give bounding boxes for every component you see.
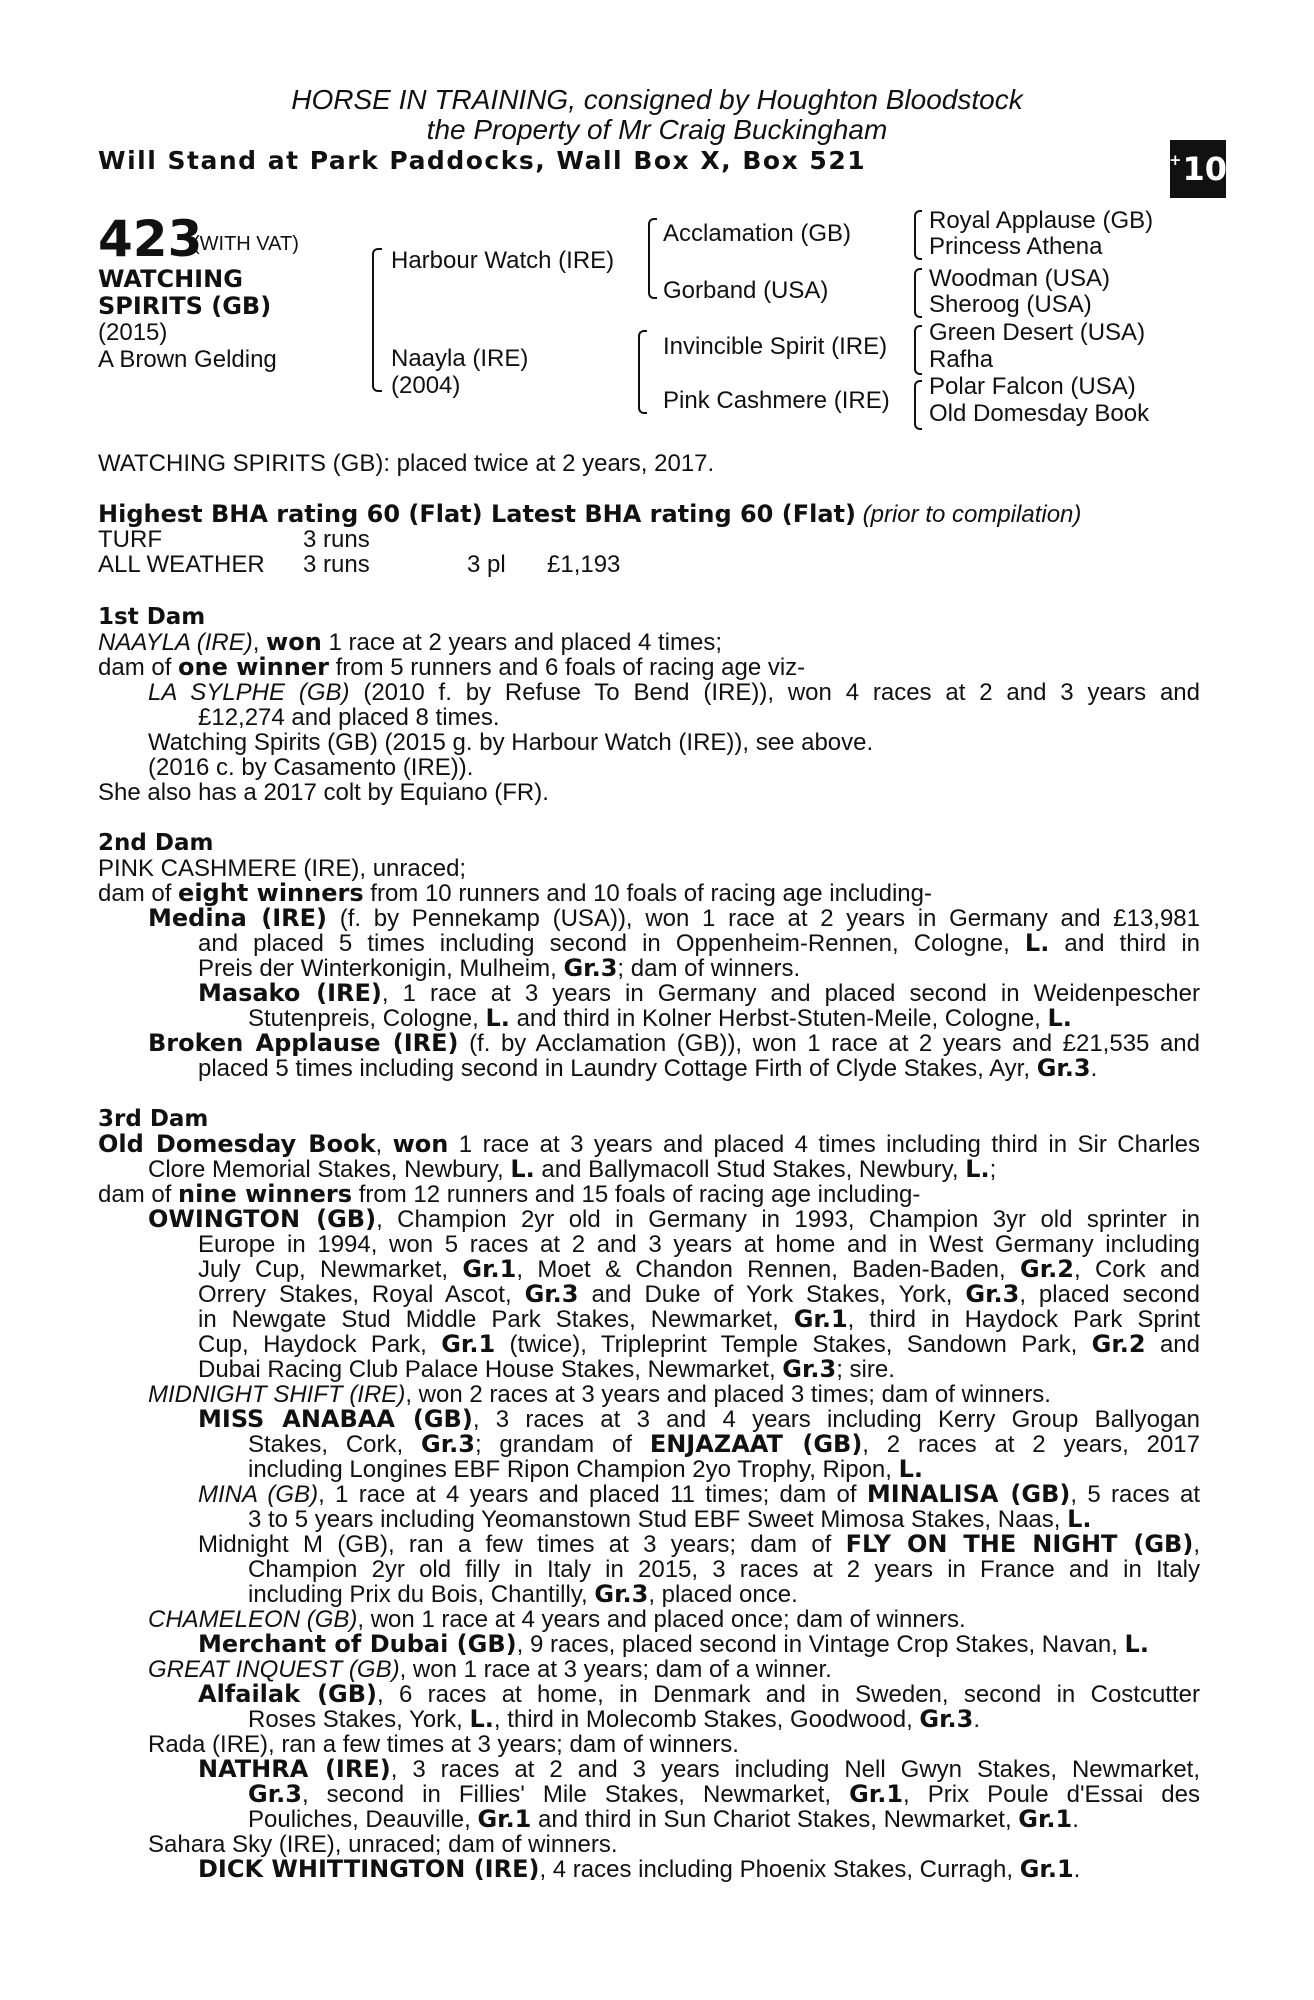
midnight-m-2: Champion 2yr old filly in Italy in 2015, 3 races at 2 years in France and in Italy (248, 1556, 1200, 1583)
text: (f. by Acclamation (GB)), won 1 race at 2 years and £21,535 and (458, 1030, 1200, 1057)
text: , Prix Poule d'Essai des (903, 1781, 1200, 1808)
text: , Cork and (1073, 1256, 1201, 1283)
text: and (1145, 1331, 1200, 1358)
race-grade: Gr.3 (524, 1280, 579, 1308)
produce-alfailak (198, 1682, 1200, 1707)
produce-great-inquest (148, 1657, 832, 1682)
dam-year: (2004) (391, 372, 461, 399)
race-grade: Gr.3 (965, 1280, 1020, 1308)
produce-name: MIDNIGHT SHIFT (IRE) (148, 1381, 406, 1408)
produce-owington (148, 1207, 1200, 1232)
sire-dam-sire: Woodman (USA) (929, 265, 1110, 292)
won-label: won (392, 1130, 449, 1158)
text: , won 1 race at 4 years and placed once; dam of winners. (357, 1606, 966, 1633)
text: placed 5 times including second in Laundry Cottage Firth of Clyde Stakes, Ayr, (198, 1055, 1037, 1082)
race-grade: Gr.2 (1020, 1255, 1074, 1283)
text: (2010 f. by Refuse To Bend (IRE)), won 4 races at 2 and 3 years and (349, 679, 1201, 706)
produce-sahara-sky: Sahara Sky (IRE), unraced; dam of winners. (148, 1831, 618, 1858)
dam3-name: Old Domesday Book (98, 1130, 376, 1158)
produce-merchant-of-dubai (198, 1632, 1149, 1657)
horse-name-2: SPIRITS (GB) (98, 292, 272, 320)
ds-brace (914, 325, 922, 375)
owington-2: Europe in 1994, won 5 races at 2 and 3 years at home and in West Germany including (198, 1231, 1200, 1258)
produce-name: CHAMELEON (GB) (148, 1606, 358, 1633)
dam-sire-sire: Green Desert (USA) (929, 319, 1146, 346)
text: , Moet & Chandon Rennen, Baden-Baden, (516, 1256, 1021, 1283)
turf-runs: 3 runs (303, 526, 370, 553)
owington-6 (198, 1332, 1200, 1357)
dam: Naayla (IRE) (391, 345, 529, 372)
produce-miss-anabaa (198, 1407, 1200, 1432)
text: dam of (98, 1181, 179, 1208)
horse-description: A Brown Gelding (98, 346, 277, 373)
dam2-produce-line (98, 881, 932, 906)
sire-sire-dam: Princess Athena (929, 233, 1103, 260)
produce-la-sylphe (148, 680, 1200, 705)
race-grade: L. (965, 1155, 990, 1183)
text: , third in Molecomb Stakes, Goodwood, (493, 1706, 920, 1733)
text: Midnight M (GB), ran a few times at 3 years; dam of (198, 1531, 846, 1558)
produce-name: Medina (IRE) (148, 904, 327, 932)
text: (twice), Tripleprint Temple Stakes, Sandown Park, (495, 1331, 1092, 1358)
dam-brace (638, 330, 647, 414)
produce-dick-whittington (198, 1857, 1080, 1882)
produce-midnight-m (198, 1532, 1200, 1557)
text: . (1073, 1856, 1081, 1883)
text: , placed once. (648, 1581, 798, 1608)
dam-dam-sire: Polar Falcon (USA) (929, 373, 1136, 400)
mina-2 (248, 1507, 1092, 1532)
text: Orrery Stakes, Royal Ascot, (198, 1281, 525, 1308)
produce-name: ENJAZAAT (GB) (649, 1430, 863, 1458)
dam1-record: 1 race at 2 years and placed 4 times; (321, 629, 723, 656)
dam1-heading: 1st Dam (98, 604, 206, 630)
text: including Longines EBF Ripon Champion 2yo Trophy, Ripon, (248, 1456, 899, 1483)
lot-number: 423 (98, 210, 203, 268)
consignor-line: HORSE IN TRAINING, consigned by Houghton Bloodstock (291, 84, 1023, 115)
turf-label: TURF (98, 526, 162, 553)
dam3-heading: 3rd Dam (98, 1106, 209, 1132)
produce-name: MINA (GB) (198, 1481, 319, 1508)
alfailak-2 (248, 1707, 980, 1732)
produce-name: Merchant of Dubai (GB) (198, 1630, 517, 1658)
text: , (375, 1131, 393, 1158)
produce-name: Masako (IRE) (198, 979, 382, 1007)
dam1-won: won (266, 628, 322, 656)
owington-3 (198, 1257, 1200, 1282)
dd-brace (914, 380, 922, 430)
produce-masako-2 (248, 1006, 1072, 1031)
text: , placed second (1019, 1281, 1200, 1308)
race-grade: L. (1067, 1505, 1092, 1533)
text: , 5 races at (1070, 1481, 1200, 1508)
badge-plus: + (1168, 151, 1182, 169)
race-grade: L. (510, 1155, 535, 1183)
text: , 1 race at 4 years and placed 11 times; dam of (318, 1481, 867, 1508)
stand-line: Will Stand at Park Paddocks, Wall Box X, Box 521 (98, 146, 867, 175)
text: Clore Memorial Stakes, Newbury, (148, 1156, 511, 1183)
text: . (1090, 1055, 1098, 1082)
produce-name: Broken Applause (IRE) (148, 1029, 459, 1057)
text: , won 2 races at 3 years and placed 3 times; dam of winners. (405, 1381, 1051, 1408)
text: 3 to 5 years including Yeomanstown Stud EBF Sweet Mimosa Stakes, Naas, (248, 1506, 1068, 1533)
race-grade: Gr.3 (919, 1705, 974, 1733)
text: , 2 races at 2 years, 2017 (862, 1431, 1201, 1458)
produce-mina (198, 1482, 1200, 1507)
produce-medina (148, 906, 1200, 931)
page-badge (1170, 140, 1226, 198)
dam1-name: NAAYLA (IRE) (98, 629, 253, 656)
race-grade: Gr.1 (1019, 1855, 1074, 1883)
text: and third in (1049, 930, 1200, 957)
midnight-m-3 (248, 1582, 798, 1607)
race-grade: Gr.2 (1091, 1330, 1146, 1358)
produce-name: FLY ON THE NIGHT (GB) (845, 1530, 1194, 1558)
race-grade: L. (485, 1004, 510, 1032)
race-grade: L. (1024, 929, 1050, 957)
text: , 3 races at 3 and 4 years including Kerry Group Ballyogan (472, 1406, 1200, 1433)
winner-count: nine winners (178, 1180, 353, 1208)
owington-7 (198, 1357, 895, 1382)
dam3-line-1 (98, 1132, 1200, 1157)
property-line: the Property of Mr Craig Buckingham (426, 114, 888, 145)
race-grade: L. (898, 1455, 924, 1483)
text: and third in Sun Chariot Stakes, Newmarket, (531, 1806, 1019, 1833)
sire: Harbour Watch (IRE) (391, 247, 615, 274)
produce-name: LA SYLPHE (GB) (148, 679, 350, 706)
sire-sire: Acclamation (GB) (663, 220, 852, 247)
text: . (1072, 1806, 1079, 1833)
text: from 12 runners and 15 foals of racing age including- (352, 1181, 921, 1208)
produce-masako (198, 981, 1200, 1006)
produce-name: NATHRA (IRE) (198, 1755, 391, 1783)
race-grade: Gr.3 (594, 1580, 649, 1608)
text: in Newgate Stud Middle Park Stakes, Newmarket, (198, 1306, 794, 1333)
aw-runs: 3 runs (303, 551, 370, 578)
badge-number: 10 (1182, 150, 1228, 188)
aw-prize: £1,193 (547, 551, 621, 578)
text: dam of (98, 654, 179, 681)
dam-dam: Pink Cashmere (IRE) (663, 387, 890, 414)
produce-medina-2 (198, 931, 1200, 956)
text: Pouliches, Deauville, (248, 1806, 478, 1833)
aw-label: ALL WEATHER (98, 551, 265, 578)
produce-name: OWINGTON (GB) (148, 1205, 377, 1233)
produce-la-sylphe-cont: £12,274 and placed 8 times. (198, 704, 500, 731)
nathra-2 (248, 1782, 1200, 1807)
produce-medina-3 (198, 956, 800, 981)
sire-sire-sire: Royal Applause (GB) (929, 207, 1154, 234)
rating-line (98, 502, 1081, 527)
produce-name: MISS ANABAA (GB) (198, 1405, 473, 1433)
owington-5 (198, 1307, 1200, 1332)
miss-anabaa-3 (248, 1457, 923, 1482)
rating-note: (prior to compilation) (862, 501, 1082, 528)
miss-anabaa-2 (248, 1432, 1200, 1457)
text: , won 1 race at 3 years; dam of a winner. (399, 1656, 832, 1683)
race-grade: Gr.3 (421, 1430, 475, 1458)
text: ; (989, 1156, 997, 1183)
dam-dam-dam: Old Domesday Book (929, 400, 1150, 427)
race-grade: Gr.3 (563, 954, 618, 982)
race-grade: Gr.1 (477, 1805, 532, 1833)
text: 1 race at 3 years and placed 4 times including third in Sir Charles (448, 1131, 1200, 1158)
winner-count: eight winners (178, 879, 364, 907)
race-grade: L. (1124, 1630, 1149, 1658)
dam1-produce-line (98, 655, 805, 680)
text: and placed 5 times including second in Oppenheim-Rennen, Cologne, (198, 930, 1025, 957)
produce-2016: (2016 c. by Casamento (IRE)). (148, 754, 474, 781)
text: from 5 runners and 6 foals of racing age viz- (328, 654, 806, 681)
produce-name: DICK WHITTINGTON (IRE) (198, 1855, 540, 1883)
sire-dam-dam: Sheroog (USA) (929, 291, 1092, 318)
rating-bold: Highest BHA rating 60 (Flat) Latest BHA rating 60 (Flat) (98, 500, 856, 528)
dam2-heading: 2nd Dam (98, 830, 214, 856)
text: and Duke of York Stakes, York, (578, 1281, 966, 1308)
produce-name: MINALISA (GB) (866, 1480, 1071, 1508)
main-brace (372, 248, 382, 392)
text: including Prix du Bois, Chantilly, (248, 1581, 595, 1608)
dam-sire: Invincible Spirit (IRE) (663, 333, 888, 360)
text: , 3 races at 2 and 3 years including Nell Gwyn Stakes, Newmarket, (390, 1756, 1201, 1783)
text: and third in Kolner Herbst-Stuten-Meile, Cologne, (509, 1005, 1048, 1032)
text: , 4 races including Phoenix Stakes, Curragh, (539, 1856, 1020, 1883)
text: Dubai Racing Club Palace House Stakes, Newmarket, (198, 1356, 783, 1383)
text: , third in Haydock Park Sprint (847, 1306, 1201, 1333)
produce-watching-spirits: Watching Spirits (GB) (2015 g. by Harbour Watch (IRE)), see above. (148, 729, 874, 756)
nathra-3 (248, 1807, 1079, 1832)
owington-4 (198, 1282, 1200, 1307)
text: ; dam of winners. (617, 955, 801, 982)
text: ; grandam of (474, 1431, 650, 1458)
produce-broken-applause-2 (198, 1056, 1097, 1081)
produce-2017: She also has a 2017 colt by Equiano (FR). (98, 779, 549, 806)
text: Stutenpreis, Cologne, (248, 1005, 486, 1032)
race-grade: Gr.1 (1018, 1805, 1073, 1833)
text: Preis der Winterkonigin, Mulheim, (198, 955, 564, 982)
text: , Champion 2yr old in Germany in 1993, Champion 3yr old sprinter in (376, 1206, 1201, 1233)
summary: WATCHING SPIRITS (GB): placed twice at 2 years, 2017. (98, 450, 715, 477)
dam3-line-2 (148, 1157, 996, 1182)
dam-sire-dam: Rafha (929, 346, 994, 373)
vat-label: (WITH VAT) (193, 233, 299, 255)
race-grade: Gr.1 (849, 1780, 904, 1808)
text: , 6 races at home, in Denmark and in Sweden, second in Costcutter (377, 1681, 1200, 1708)
text: , second in Fillies' Mile Stakes, Newmarket, (301, 1781, 850, 1808)
text: dam of (98, 880, 179, 907)
produce-broken-applause (148, 1031, 1200, 1056)
winner-count: one winner (178, 653, 329, 681)
aw-placed: 3 pl (467, 551, 506, 578)
text: Cup, Haydock Park, (198, 1331, 442, 1358)
text: from 10 runners and 10 foals of racing age including- (363, 880, 932, 907)
dam1-line (98, 630, 722, 655)
race-grade: Gr.1 (793, 1305, 848, 1333)
race-grade: Gr.1 (441, 1330, 496, 1358)
ss-brace (914, 210, 922, 260)
text: . (973, 1706, 981, 1733)
text: Stakes, Cork, (248, 1431, 422, 1458)
horse-name-1: WATCHING (98, 265, 243, 293)
sire-dam: Gorband (USA) (663, 277, 829, 304)
produce-name: Alfailak (GB) (198, 1680, 377, 1708)
text: (f. by Pennekamp (USA)), won 1 race at 2 years in Germany and £13,981 (327, 905, 1201, 932)
sd-brace (914, 268, 922, 318)
text: , 9 races, placed second in Vintage Crop Stakes, Navan, (516, 1631, 1125, 1658)
produce-name: GREAT INQUEST (GB) (148, 1656, 400, 1683)
text: and Ballymacoll Stud Stakes, Newbury, (534, 1156, 966, 1183)
race-grade: Gr.1 (462, 1255, 517, 1283)
produce-nathra (198, 1757, 1200, 1782)
produce-midnight-shift (148, 1382, 1051, 1407)
produce-chameleon (148, 1607, 966, 1632)
dam2-name: PINK CASHMERE (IRE), unraced; (98, 855, 467, 882)
text: , (1193, 1531, 1200, 1558)
text: , 1 race at 3 years in Germany and placed second in Weidenpescher (381, 980, 1200, 1007)
race-grade: L. (1047, 1004, 1072, 1032)
race-grade: L. (469, 1705, 494, 1733)
text: Roses Stakes, York, (248, 1706, 470, 1733)
horse-year: (2015) (98, 319, 168, 346)
text: July Cup, Newmarket, (198, 1256, 463, 1283)
produce-rada: Rada (IRE), ran a few times at 3 years; dam of winners. (148, 1731, 739, 1758)
race-grade: Gr.3 (248, 1780, 302, 1808)
text: ; sire. (836, 1356, 895, 1383)
dam1-sep: , (252, 629, 267, 656)
sire-brace (648, 218, 657, 299)
race-grade: Gr.3 (782, 1355, 837, 1383)
dam3-produce-line (98, 1182, 920, 1207)
race-grade: Gr.3 (1036, 1054, 1091, 1082)
